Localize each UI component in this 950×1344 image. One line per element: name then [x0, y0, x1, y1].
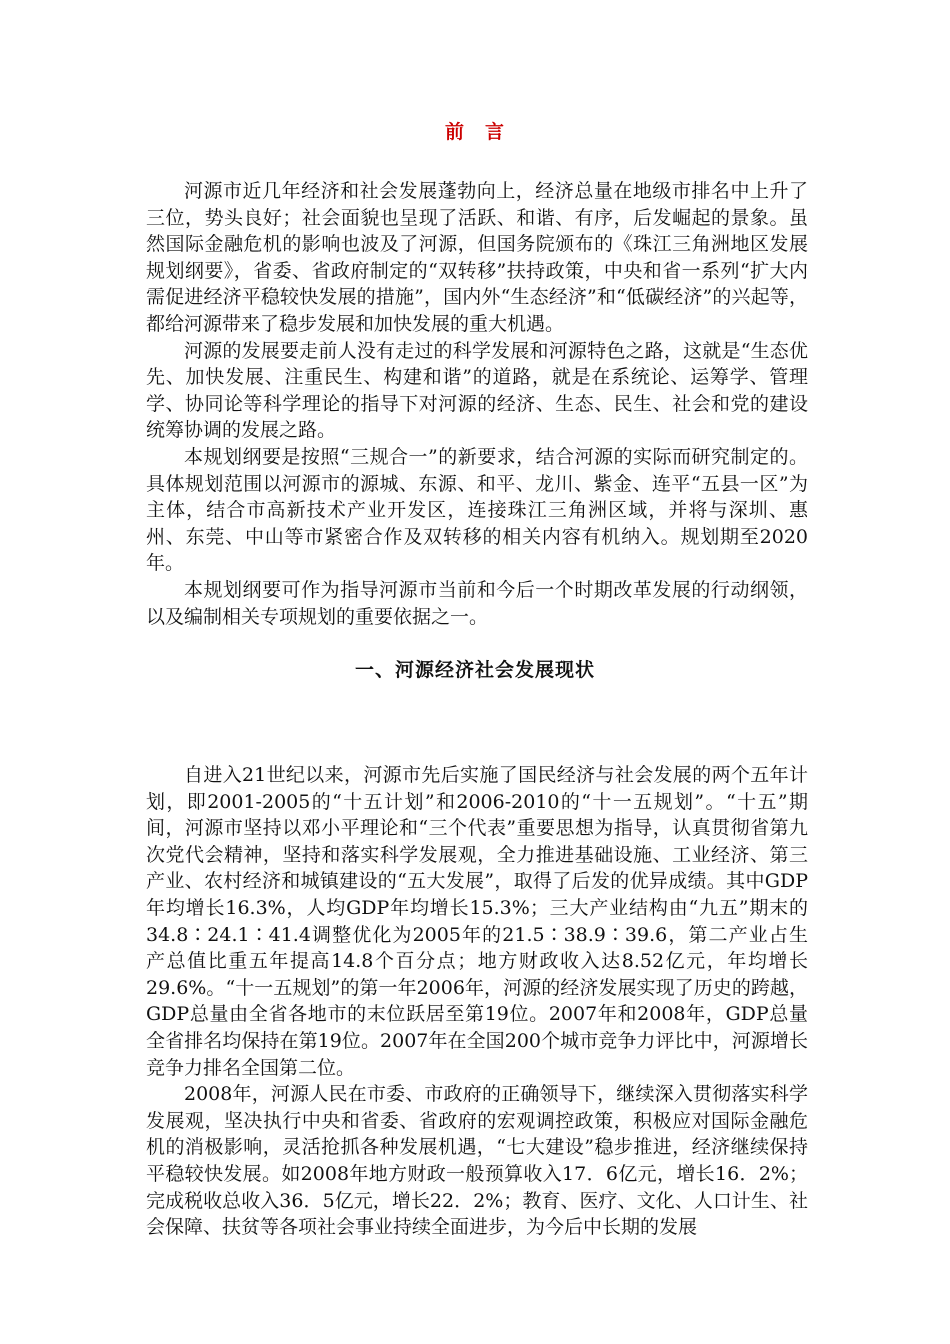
preface-title [0, 117, 950, 144]
preface-body [146, 178, 808, 630]
preface-paragraph-4: 本规划纲要可作为指导河源市当前和今后一个时期改革发展的行动纲领，以及编制相关专项规划的重要依据之一。 [146, 578, 808, 628]
section-1-paragraph-1: 自进入21世纪以来，河源市先后实施了国民经济与社会发展的两个五年计划，即2001-2005的“十五计划”和2006-2010的“十一五规划”。“十五”期间，河源市坚持以邓小平理论和“三个代表”重要思想为指导，认真贯彻省第九次党代会精神，坚持和落实科学发展观，全力推进基础设施、工业经济、第三产业、农村经济和城镇建设的“五大发展”，取得了后发的优异成绩。其中GDP年均增长16.3%，人均GDP年均增长15.3%；三大产业结构由“九五”期末的34.8∶24.1∶41.4调整优化为2005年的21.5∶38.9∶39.6，第二产业占生产总值比重五年提高14.8个百分点；地方财政收入达8.52亿元，年均增长29.6%。“十一五规划”的第一年2006年，河源的经济发展实现了历史的跨越，GDP总量由全省各地市的末位跃居至第19位。2007年和2008年，GDP总量全省排名均保持在第19位。2007年在全国200个城市竞争力评比中，河源增长竞争力排名全国第二位。 [146, 764, 808, 1079]
preface-paragraph-3: 本规划纲要是按照“三规合一”的新要求，结合河源的实际而研究制定的。具体规划范围以河源市的源城、东源、和平、龙川、紫金、连平“五县一区”为主体，结合市高新技术产业开发区，连接珠江三角洲区域，并将与深圳、惠州、东莞、中山等市紧密合作及双转移的相关内容有机纳入。规划期至2020年。 [146, 445, 808, 575]
preface-paragraph-2: 河源的发展要走前人没有走过的科学发展和河源特色之路，这就是“生态优先、加快发展、注重民生、构建和谐”的道路，就是在系统论、运筹学、管理学、协同论等科学理论的指导下对河源的经济、生态、民生、社会和党的建设统筹协调的发展之路。 [146, 339, 808, 442]
preface-title-text: 前 言 [444, 121, 505, 143]
section-1-paragraph-2: 2008年，河源人民在市委、市政府的正确领导下，继续深入贯彻落实科学发展观，坚决执行中央和省委、省政府的宏观调控政策，积极应对国际金融危机的消极影响，灵活抢抓各种发展机遇，“七大建设”稳步推进，经济继续保持平稳较快发展。如2008年地方财政一般预算收入17．6亿元，增长16．2%；完成税收总收入36．5亿元，增长22．2%；教育、医疗、文化、人口计生、社会保障、扶贫等各项社会事业持续全面进步，为今后中长期的发展 [146, 1083, 808, 1239]
section-1-title: 一、河源经济社会发展现状 [354, 659, 595, 681]
preface-paragraph-1: 河源市近几年经济和社会发展蓬勃向上，经济总量在地级市排名中上升了三位，势头良好；社会面貌也呈现了活跃、和谐、有序，后发崛起的景象。虽然国际金融危机的影响也波及了河源，但国务院颁布的《珠江三角洲地区发展规划纲要》，省委、省政府制定的“双转移”扶持政策，中央和省一系列“扩大内需促进经济平稳较快发展的措施”，国内外“生态经济”和“低碳经济”的兴起等，都给河源带来了稳步发展和加快发展的重大机遇。 [146, 180, 808, 335]
section-1-body [146, 762, 808, 1241]
